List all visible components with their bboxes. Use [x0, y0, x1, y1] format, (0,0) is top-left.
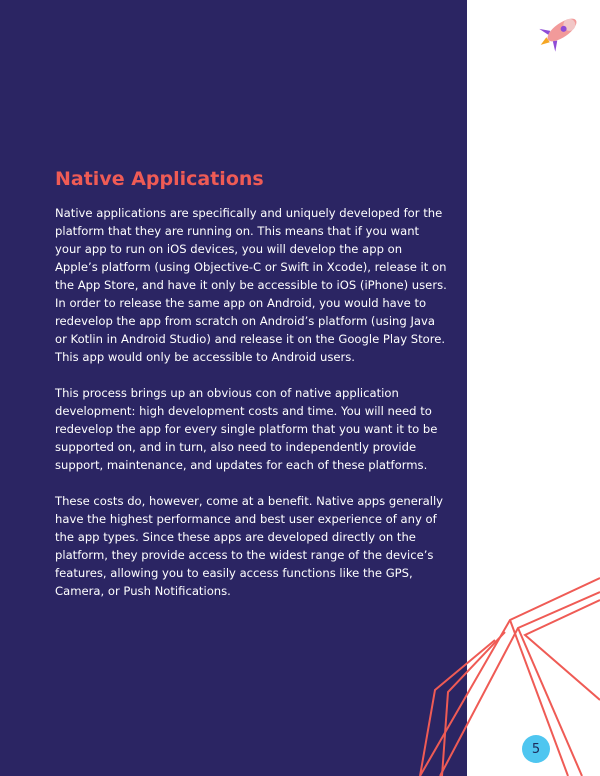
- paragraph: Native applications are specifically and uniquely developed for the platform that they are running on. This means that if you want your app to run on iOS devices, you will develop the app on Apple’s platform (using Objective-C or Swift in Xcode), release it on the App Store, and have it only be accessible to iOS (iPhone) users. In order to release the same app on Android, you would have to redevelop the app from scratch on Android’s platform (using Java or Kotlin in Android Studio) and release it on the Google Play Store. This app would only be accessible to Android users.: [55, 206, 447, 364]
- section-title: Native Applications: [55, 168, 264, 190]
- page-number-badge: 5: [522, 735, 550, 763]
- paragraph: This process brings up an obvious con of native application development: high development costs and time. You will need to redevelop the app for every single platform that you want it to be supported on, and in turn, also need to independently provide support, maintenance, and updates for each of these platforms.: [55, 386, 438, 472]
- paragraph: These costs do, however, come at a benefit. Native apps generally have the highest performance and best user experience of any of the app types. Since these apps are developed directly on the platform, they provide access to the widest range of the device’s features, allowing you to easily access functions like the GPS, Camera, or Push Notifications.: [55, 494, 444, 598]
- body-text: [55, 204, 447, 618]
